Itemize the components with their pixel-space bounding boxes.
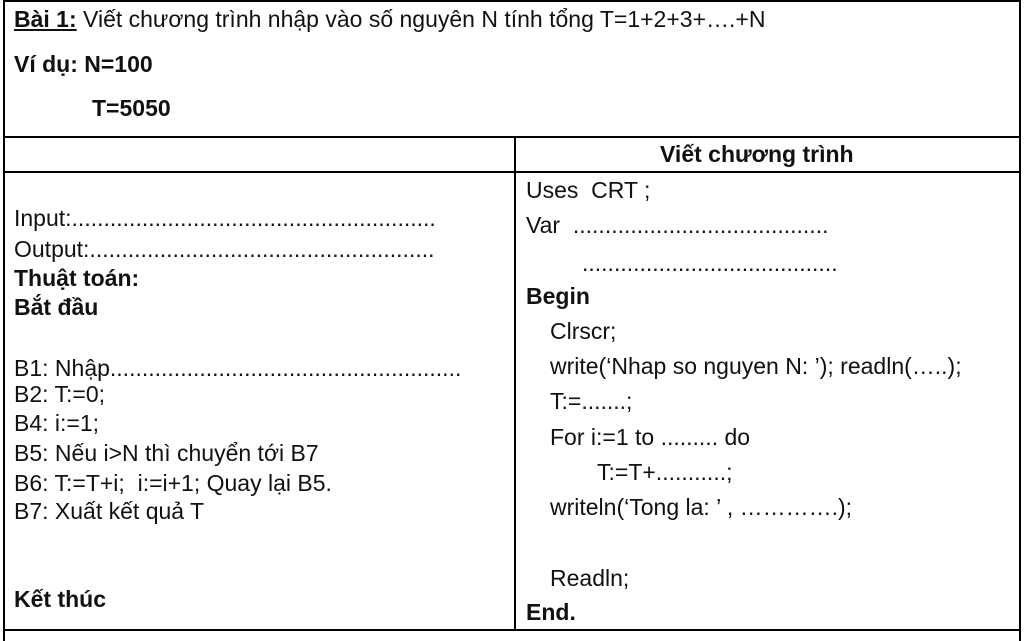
program-line: For i:=1 to ......... do (550, 424, 751, 450)
algorithm-step: B7: Xuất kết quả T (14, 498, 205, 524)
right-column-header: Viết chương trình (660, 141, 854, 167)
problem-title (14, 6, 765, 32)
example-result: T=5050 (92, 95, 171, 121)
program-line: T:=.......; (550, 388, 633, 414)
algorithm-step: B1: Nhập....................................................... (14, 355, 462, 381)
table-left-border (3, 0, 5, 641)
table-right-border (1019, 0, 1021, 641)
table-top-border (3, 0, 1021, 2)
program-line: Clrscr; (550, 318, 617, 344)
program-var-continued: ........................................ (582, 250, 838, 276)
header-bottom-border (3, 171, 1021, 173)
algorithm-heading: Thuật toán: (14, 265, 140, 291)
example-label: Ví dụ: N=100 (14, 51, 153, 77)
table-bottom-border (3, 629, 1021, 631)
program-line: T:=T+...........; (597, 459, 733, 485)
algorithm-output: Output:...................................................... (14, 236, 435, 262)
algorithm-step: B6: T:=T+i; i:=i+1; Quay lại B5. (14, 470, 332, 496)
problem-title-text: Viết chương trình nhập vào số nguyên N tính tổng T=1+2+3+….+N (76, 6, 766, 32)
problem-title-label: Bài 1: (14, 6, 77, 32)
problem-bottom-border (3, 136, 1021, 138)
program-line: Readln; (550, 565, 630, 591)
program-var: Var ........................................ (526, 212, 829, 238)
algorithm-start: Bắt đầu (14, 294, 99, 320)
program-begin: Begin (526, 283, 590, 309)
algorithm-input: Input:......................................................... (14, 205, 436, 231)
column-divider (514, 136, 516, 631)
program-line: write(‘Nhap so nguyen N: ’); readln(…..); (550, 353, 962, 379)
program-end: End. (526, 599, 576, 625)
algorithm-step: B5: Nếu i>N thì chuyển tới B7 (14, 440, 319, 466)
algorithm-step: B2: T:=0; (14, 381, 106, 407)
algorithm-step: B4: i:=1; (14, 410, 100, 436)
program-line: writeln(‘Tong la: ’ , ………….); (550, 494, 853, 520)
algorithm-end: Kết thúc (14, 586, 106, 612)
program-uses: Uses CRT ; (526, 177, 651, 203)
